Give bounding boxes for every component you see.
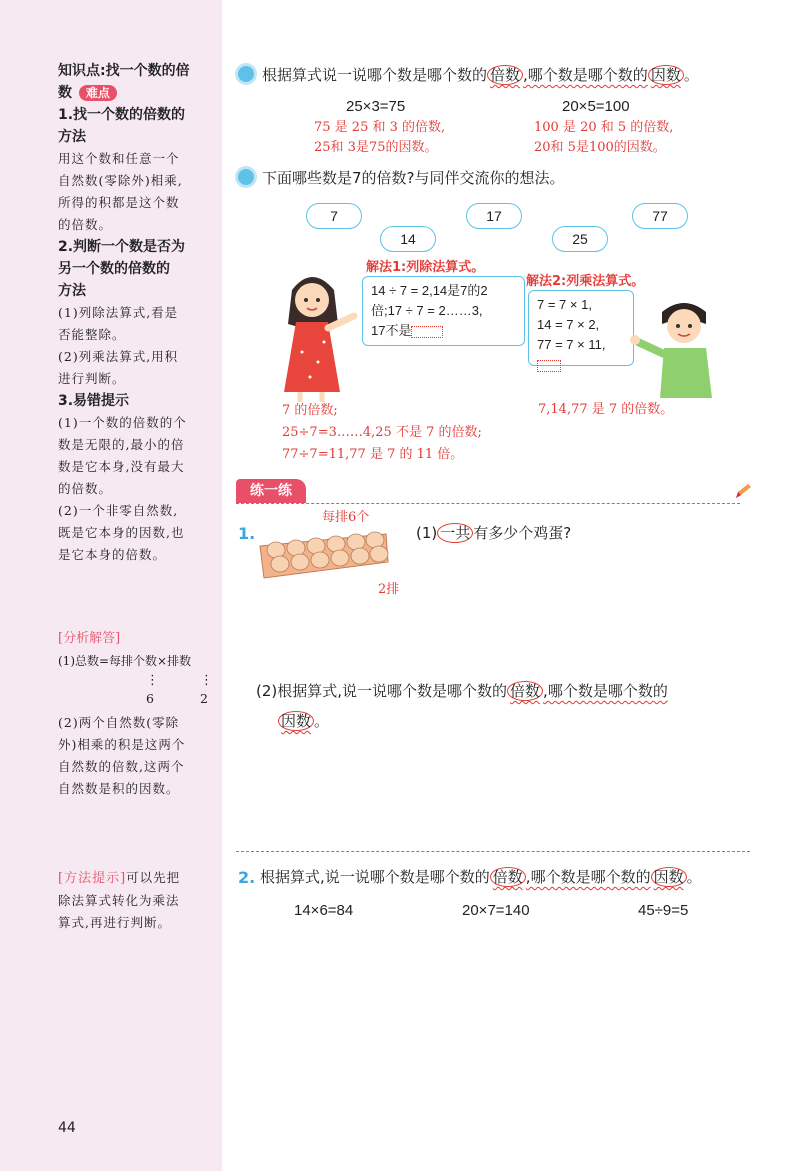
section1-body: 用这个数和任意一个 自然数(零除外)相乘, 所得的积都是这个数 的倍数。 <box>58 151 183 232</box>
method1-answers: 7 的倍数; 25÷7=3……4,25 不是 7 的倍数; 77÷7=11,77 是 7 的 11 倍。 <box>282 403 482 462</box>
q2-eq3: 45÷9=5 <box>638 902 689 919</box>
example1-eq1: 25×3=75 <box>346 98 406 115</box>
example2-question: 下面哪些数是7的倍数?与同伴交流你的想法。 <box>262 169 565 187</box>
section3-title: 3.易错提示 <box>58 393 130 409</box>
q1-part1: (1) 一共 有多少个鸡蛋? <box>416 524 572 542</box>
analysis-formula: (1)总数=每排个数×排数 <box>58 654 192 668</box>
page-number: 44 <box>58 1120 76 1136</box>
q2-question: 根据算式,说一说哪个数是哪个数的 倍数 ,哪个数是哪个数的 因数 。 <box>260 868 702 886</box>
pencil-icon <box>734 482 752 500</box>
number-bubble-77: 77 <box>632 203 688 229</box>
sidebar-analysis <box>58 628 213 800</box>
sidebar-knowledge <box>58 60 210 566</box>
q1-part2-cont: 因数 。 <box>278 710 329 731</box>
section2-body: (1)列除法算式,看是 否能整除。 (2)列乘法算式,用积 进行判断。 <box>58 305 179 386</box>
section2-title: 2.判断一个数是否为 另一个数的倍数的 方法 <box>58 239 186 299</box>
bullet-dot <box>238 169 254 185</box>
girl-illustration <box>262 262 362 402</box>
q1-number: 1. <box>238 524 256 543</box>
method1-title: 解法1:列除法算式。 <box>366 260 485 275</box>
method1-box: 14 ÷ 7 = 2,14是7的2 倍;17 ÷ 7 = 2……3, 17不是 <box>362 276 525 346</box>
method2-box: 7 = 7 × 1, 14 = 7 × 2, 77 = 7 × 11, <box>528 290 634 366</box>
example1-question: 根据算式说一说哪个数是哪个数的 倍数 ,哪个数是哪个数的 因数 。 <box>262 66 699 84</box>
sidebar-tip: [方法提示]可以先把 除法算式转化为乘法 算式,再进行判断。 <box>58 870 181 930</box>
difficulty-tag: 难点 <box>79 85 117 101</box>
example1-eq2-note: 100 是 20 和 5 的倍数, 20和 5是100的因数。 <box>534 120 674 155</box>
method2-answer: 7,14,77 是 7 的倍数。 <box>538 402 674 417</box>
number-bubble-14: 14 <box>380 226 436 252</box>
analysis-part2: (2)两个自然数(零除 外)相乘的积是这两个 自然数的倍数,这两个 自然数是积的因数。 <box>58 715 186 796</box>
q2-eq2: 20×7=140 <box>462 902 530 919</box>
knowledge-title: 知识点:找一个数的倍 数 难点 <box>58 63 190 101</box>
egg-carton-illustration <box>256 520 392 584</box>
number-bubble-17: 17 <box>466 203 522 229</box>
number-bubble-25: 25 <box>552 226 608 252</box>
practice-tab: 练一练 <box>236 479 306 503</box>
analysis-mapping: ⋮ ⋮ 6 2 <box>146 673 213 706</box>
example1-eq1-note: 75 是 25 和 3 的倍数, 25和 3是75的因数。 <box>314 120 446 155</box>
egg-row-label: 每排6个 <box>322 510 370 525</box>
q2-divider <box>236 851 750 852</box>
practice-divider <box>236 503 740 504</box>
q1-part2: (2)根据算式,说一说哪个数是哪个数的 倍数 ,哪个数是哪个数的 <box>256 682 668 700</box>
example1-eq2: 20×5=100 <box>562 98 630 115</box>
boy-illustration <box>626 290 726 400</box>
method2-title: 解法2:列乘法算式。 <box>526 274 645 289</box>
egg-rows-label: 2排 <box>378 582 400 597</box>
number-bubble-7: 7 <box>306 203 362 229</box>
section3-body: (1)一个数的倍数的个 数是无限的,最小的倍 数是它本身,没有最大 的倍数。 (2)一个非零自然数, 既是它本身的因数,也 是它本身的倍数。 <box>58 415 187 562</box>
section1-title: 1.找一个数的倍数的 方法 <box>58 107 186 145</box>
tip-label: [方法提示] <box>58 871 127 886</box>
q2-number: 2. <box>238 868 256 887</box>
q2-eq1: 14×6=84 <box>294 902 354 919</box>
bullet-dot <box>238 66 254 82</box>
analysis-label: [分析解答] <box>58 631 121 646</box>
